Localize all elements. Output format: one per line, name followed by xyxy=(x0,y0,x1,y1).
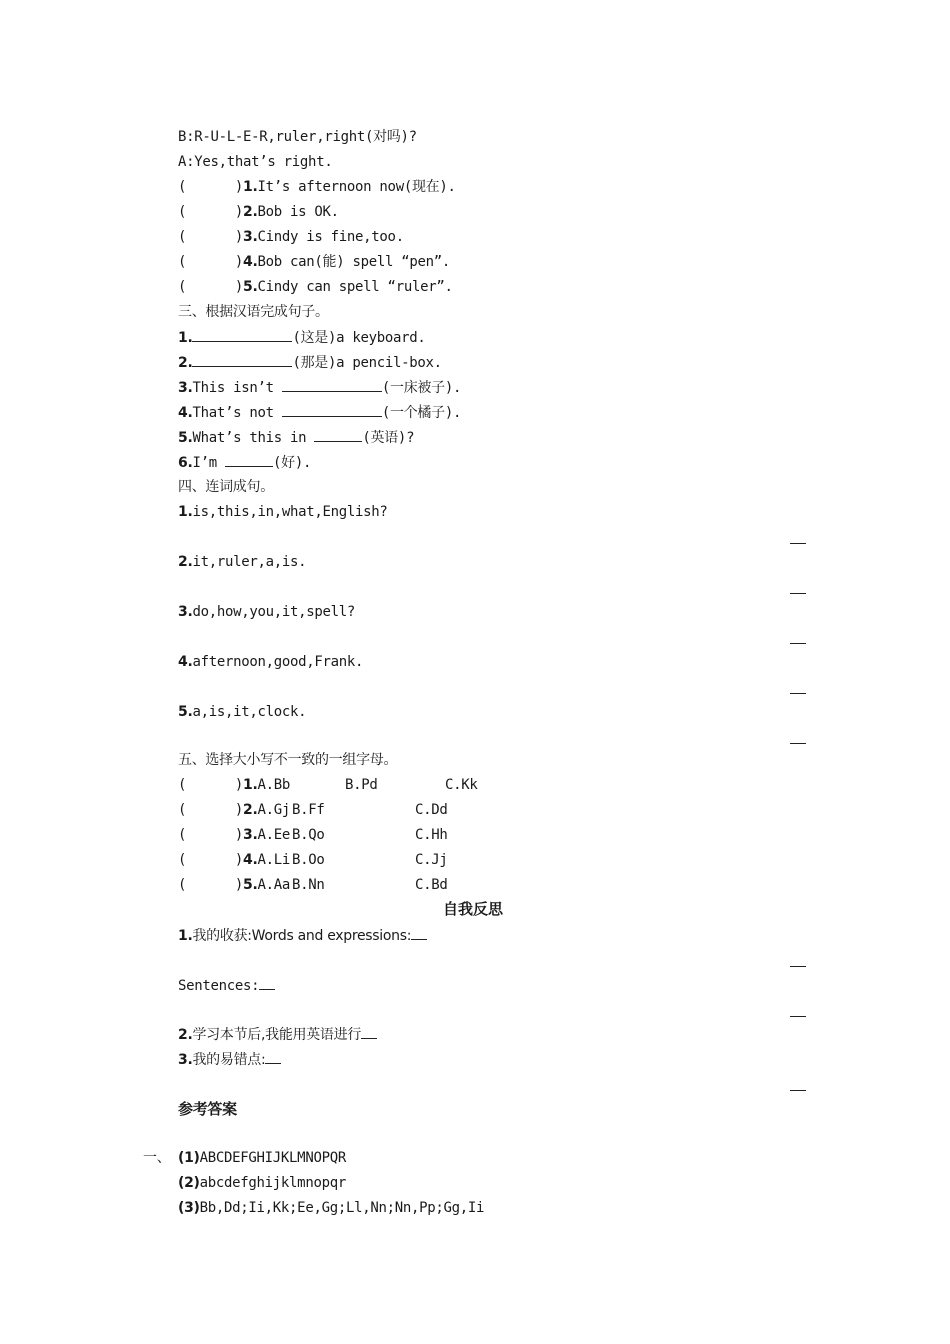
item-text: Bob can(能) spell “pen”. xyxy=(257,254,451,270)
dialogue-b-line: B:R-U-L-E-R,ruler,right(对吗)? xyxy=(178,129,417,145)
answer-line[interactable] xyxy=(790,1090,806,1091)
answers-title: 参考答案 xyxy=(178,1100,237,1118)
choice-option-b: B.Ff xyxy=(292,802,325,818)
answer-item: (1)ABCDEFGHIJKLMNOPQR xyxy=(178,1150,346,1166)
judge-item xyxy=(178,277,453,297)
choice-item: ( )4.A.Li xyxy=(178,852,291,868)
reflection-title: 自我反思 xyxy=(443,900,504,918)
dialogue-a-line: A:Yes,that’s right. xyxy=(178,154,333,170)
blank-line[interactable] xyxy=(361,1024,377,1039)
fill-item: 6.I’m (好). xyxy=(178,452,311,473)
blank-line[interactable] xyxy=(314,427,362,442)
fill-item: 3.This isn’t (一床被子). xyxy=(178,377,461,398)
item-number: 1. xyxy=(243,179,258,195)
item-text: It’s afternoon now(现在). xyxy=(257,179,456,195)
section-5-title: 五、选择大小写不一致的一组字母。 xyxy=(178,752,398,768)
answer-item: (2)abcdefghijklmnopqr xyxy=(178,1175,346,1191)
item-number: 5. xyxy=(178,430,193,446)
item-number: 2. xyxy=(178,554,193,570)
reorder-item: 2.it,ruler,a,is. xyxy=(178,554,307,570)
answer-paren: ( ) xyxy=(178,204,244,220)
answer-paren: ( ) xyxy=(178,254,244,270)
item-number: 4. xyxy=(178,405,193,421)
fill-item: 5.What’s this in (英语)? xyxy=(178,427,414,448)
answer-line[interactable] xyxy=(790,966,806,967)
choice-item: ( )1.A.Bb xyxy=(178,777,291,793)
item-number: 2. xyxy=(178,355,193,371)
choice-option-c: C.Jj xyxy=(415,852,448,868)
reflection-line: 3.我的易错点: xyxy=(178,1049,281,1070)
answer-line[interactable] xyxy=(790,543,806,544)
fill-item: 2. (那是)a pencil-box. xyxy=(178,352,442,373)
answer-item: (3)Bb,Dd;Ii,Kk;Ee,Gg;Ll,Nn;Nn,Pp;Gg,Ii xyxy=(178,1200,485,1216)
reflection-line: 1.我的收获:Words and expressions: xyxy=(178,925,427,946)
choice-option-b: B.Nn xyxy=(292,877,325,893)
item-number: 2. xyxy=(243,204,258,220)
reorder-item: 5.a,is,it,clock. xyxy=(178,704,307,720)
choice-option-c: C.Bd xyxy=(415,877,448,893)
blank-line[interactable] xyxy=(192,327,292,342)
blank-line[interactable] xyxy=(411,925,427,940)
item-number: 3. xyxy=(178,380,193,396)
answer-paren: ( ) xyxy=(178,279,244,295)
section-4-title: 四、连词成句。 xyxy=(178,479,274,495)
blank-line[interactable] xyxy=(282,402,382,417)
item-number: 5. xyxy=(243,279,258,295)
item-number: 6. xyxy=(178,455,193,471)
choice-option-b: B.Pd xyxy=(345,777,378,793)
choice-option-c: C.Kk xyxy=(445,777,478,793)
answers-prefix: 一、 xyxy=(143,1150,171,1166)
blank-line[interactable] xyxy=(282,377,382,392)
blank-line[interactable] xyxy=(225,452,273,467)
item-number: 1. xyxy=(178,330,193,346)
judge-item xyxy=(178,227,404,247)
blank-line[interactable] xyxy=(259,975,275,990)
item-text: Bob is OK. xyxy=(257,204,339,220)
answer-line[interactable] xyxy=(790,593,806,594)
choice-option-b: B.Qo xyxy=(292,827,325,843)
answer-paren: ( ) xyxy=(178,179,244,195)
item-number: 3. xyxy=(178,604,193,620)
fill-item: 4.That’s not (一个橘子). xyxy=(178,402,461,423)
reorder-item: 1.is,this,in,what,English? xyxy=(178,504,388,520)
item-number: 3. xyxy=(243,229,258,245)
section-3-title: 三、根据汉语完成句子。 xyxy=(178,304,329,320)
item-number: 4. xyxy=(178,654,193,670)
item-text: Cindy can spell “ruler”. xyxy=(257,279,453,295)
item-text: Cindy is fine,too. xyxy=(257,229,404,245)
choice-option-b: B.Oo xyxy=(292,852,325,868)
blank-line[interactable] xyxy=(265,1049,281,1064)
choice-item: ( )2.A.Gj xyxy=(178,802,291,818)
item-number: 4. xyxy=(243,254,258,270)
reflection-line: 2.学习本节后,我能用英语进行 xyxy=(178,1024,377,1045)
choice-item: ( )3.A.Ee xyxy=(178,827,291,843)
judge-item xyxy=(178,202,339,222)
answer-line[interactable] xyxy=(790,1016,806,1017)
item-number: 5. xyxy=(178,704,193,720)
reflection-line: Sentences: xyxy=(178,975,275,996)
item-number: 1. xyxy=(178,504,193,520)
choice-option-c: C.Hh xyxy=(415,827,448,843)
choice-option-c: C.Dd xyxy=(415,802,448,818)
answer-line[interactable] xyxy=(790,693,806,694)
judge-item xyxy=(178,177,456,197)
blank-line[interactable] xyxy=(192,352,292,367)
judge-item xyxy=(178,252,450,272)
fill-item: 1. (这是)a keyboard. xyxy=(178,327,426,348)
answer-line[interactable] xyxy=(790,643,806,644)
reorder-item: 4.afternoon,good,Frank. xyxy=(178,654,364,670)
choice-item: ( )5.A.Aa xyxy=(178,877,291,893)
answer-line[interactable] xyxy=(790,743,806,744)
reorder-item: 3.do,how,you,it,spell? xyxy=(178,604,356,620)
answer-paren: ( ) xyxy=(178,229,244,245)
